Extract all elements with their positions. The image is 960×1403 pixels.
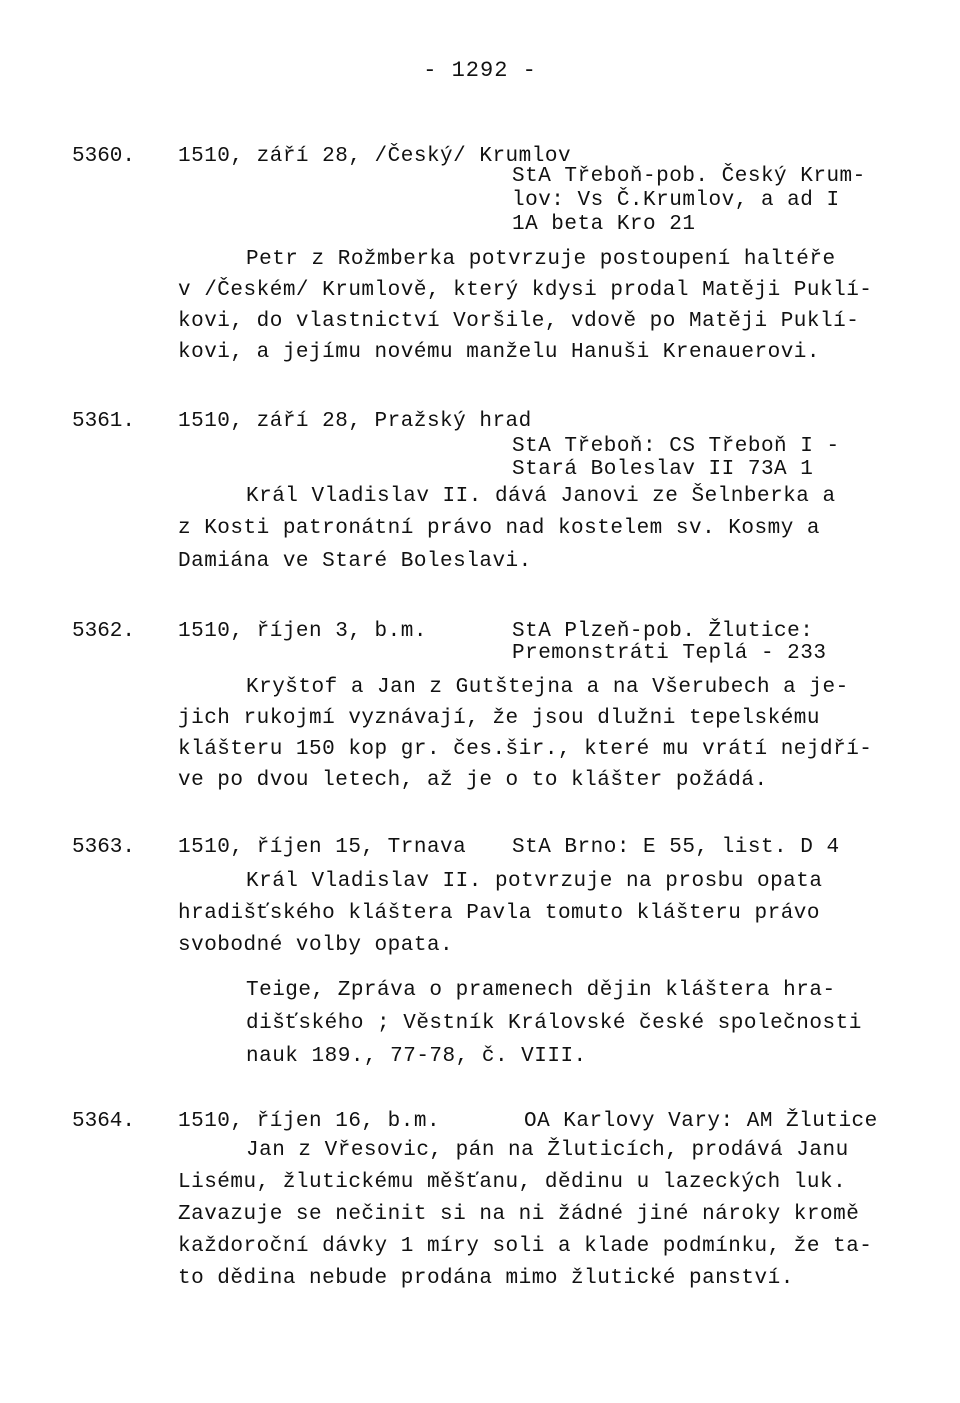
text-line: Zavazuje se nečinit si na ni žádné jiné nároky kromě: [178, 1203, 860, 1226]
text-line: jich rukojmí vyznávají, že jsou dlužni tepelskému: [178, 707, 821, 730]
source-line: lov: Vs Č.Krumlov, a ad I: [512, 189, 840, 212]
entry-number: 5364.: [72, 1110, 136, 1133]
entry-header: 1510, září 28, /Český/ Krumlov: [178, 145, 572, 168]
text-line: Damiána ve Staré Boleslavi.: [178, 550, 532, 573]
text-line: Petr z Rožmberka potvrzuje postoupení haltéře: [246, 248, 836, 271]
text-line: Jan z Vřesovic, pán na Žluticích, prodává Janu: [246, 1139, 849, 1162]
entry-number: 5361.: [72, 410, 136, 433]
entry-number: 5362.: [72, 620, 136, 643]
text-line: ve po dvou letech, až je o to klášter požádá.: [178, 769, 768, 792]
text-line: kovi, a jejímu novému manželu Hanuši Krenauerovi.: [178, 341, 821, 364]
source-line: 1A beta Kro 21: [512, 213, 696, 236]
entry-header: 1510, říjen 3, b.m.: [178, 620, 427, 643]
entry-number: 5360.: [72, 145, 136, 168]
entry-header: 1510, září 28, Pražský hrad: [178, 410, 532, 433]
text-line: klášteru 150 kop gr. čes.šir., které mu vrátí nejdří-: [178, 738, 873, 761]
text-line: svobodné volby opata.: [178, 934, 454, 957]
text-line: kovi, do vlastnictví Voršile, vdově po Matěji Puklí-: [178, 310, 860, 333]
text-line: Lisému, žlutickému měšťanu, dědinu u lazeckých luk.: [178, 1171, 847, 1194]
text-line: Král Vladislav II. dává Janovi ze Šelnberka a: [246, 485, 836, 508]
source-line: Stará Boleslav II 73A 1: [512, 458, 814, 481]
source-line: StA Třeboň: CS Třeboň I -: [512, 435, 840, 458]
page-number: - 1292 -: [423, 58, 537, 83]
text-line: Král Vladislav II. potvrzuje na prosbu opata: [246, 870, 823, 893]
entry-number: 5363.: [72, 836, 136, 859]
source-line: StA Plzeň-pob. Žlutice:: [512, 620, 814, 643]
note-line: Teige, Zpráva o pramenech dějin kláštera hra-: [246, 979, 836, 1002]
entry-header: 1510, říjen 15, Trnava: [178, 836, 467, 859]
text-line: Kryštof a Jan z Gutštejna a na Všerubech a je-: [246, 676, 849, 699]
text-line: hradišťského kláštera Pavla tomuto klášteru právo: [178, 902, 821, 925]
source-line: StA Třeboň-pob. Český Krum-: [512, 165, 866, 188]
source-line: StA Brno: E 55, list. D 4: [512, 836, 840, 859]
text-line: to dědina nebude prodána mimo žlutické panství.: [178, 1267, 794, 1290]
source-line: Premonstráti Teplá - 233: [512, 642, 827, 665]
text-line: v /Českém/ Krumlově, který kdysi prodal Matěji Puklí-: [178, 279, 873, 302]
entry-header: 1510, říjen 16, b.m.: [178, 1110, 441, 1133]
text-line: z Kosti patronátní právo nad kostelem sv. Kosmy a: [178, 517, 821, 540]
note-line: dišťského ; Věstník Královské české společnosti: [246, 1012, 862, 1035]
source-line: OA Karlovy Vary: AM Žlutice: [524, 1110, 878, 1133]
text-line: každoroční dávky 1 míry soli a klade podmínku, že ta-: [178, 1235, 873, 1258]
note-line: nauk 189., 77-78, č. VIII.: [246, 1045, 587, 1068]
